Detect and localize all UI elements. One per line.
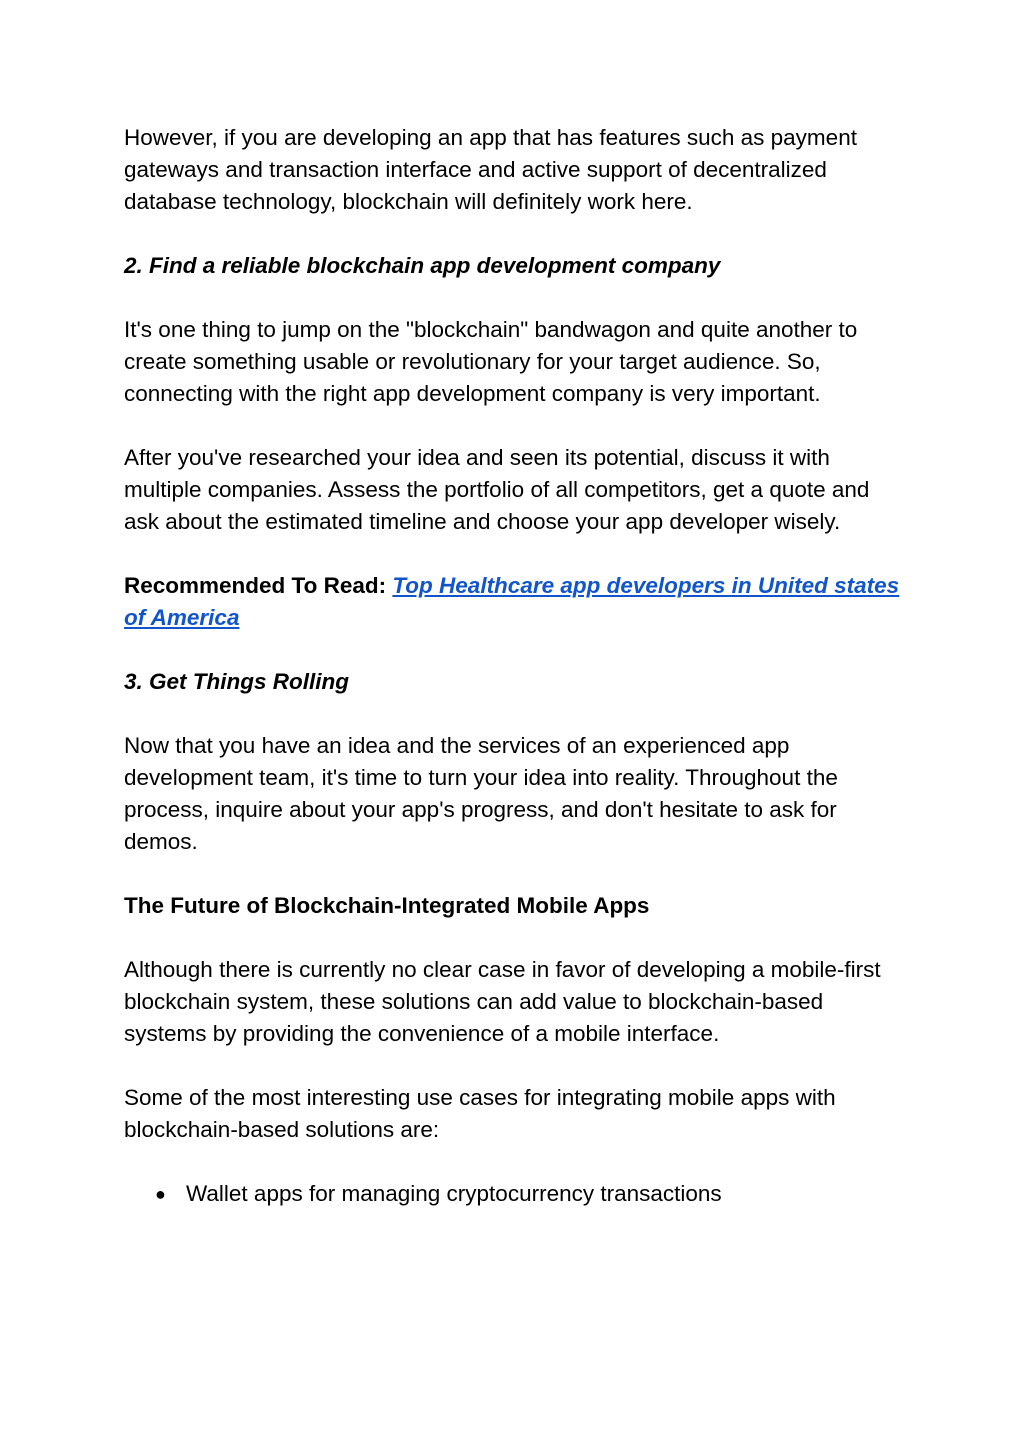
heading-find-company: 2. Find a reliable blockchain app development company [124, 253, 721, 278]
document-page [124, 122, 904, 1210]
use-case-list [124, 1178, 904, 1210]
paragraph-payment-gateways: However, if you are developing an app that has features such as payment gateways and transaction interface and active support of decentralized database technology, blockchain will definitely work here. [124, 125, 857, 214]
paragraph-use-cases: Some of the most interesting use cases for integrating mobile apps with blockchain-based solutions are: [124, 1085, 836, 1142]
recommended-label: Recommended To Read: [124, 573, 387, 598]
paragraph-idea-reality: Now that you have an idea and the services of an experienced app development team, it's time to turn your idea into reality. Throughout the process, inquire about your app's progress, and don't hesitate to ask for demos. [124, 733, 838, 854]
paragraph-mobile-first: Although there is currently no clear case in favor of developing a mobile-first blockchain system, these solutions can add value to blockchain-based systems by providing the convenience of a mobile interface. [124, 957, 881, 1046]
heading-get-things-rolling: 3. Get Things Rolling [124, 669, 349, 694]
list-item-text: Wallet apps for managing cryptocurrency transactions [186, 1181, 722, 1206]
recommended-link[interactable]: Top Healthcare app developers in United states of America [124, 573, 900, 630]
paragraph-research-idea: After you've researched your idea and seen its potential, discuss it with multiple companies. Assess the portfolio of all competitors, get a quote and ask about the estimated timeline and choose your app developer wisely. [124, 445, 870, 534]
paragraph-bandwagon: It's one thing to jump on the "blockchain" bandwagon and quite another to create something usable or revolutionary for your target audience. So, connecting with the right app development company is very important. [124, 317, 858, 406]
list-item [124, 1178, 904, 1210]
recommended-to-read [124, 570, 904, 634]
heading-future-blockchain: The Future of Blockchain-Integrated Mobile Apps [124, 893, 650, 918]
bullet-icon: ● [155, 1184, 166, 1204]
